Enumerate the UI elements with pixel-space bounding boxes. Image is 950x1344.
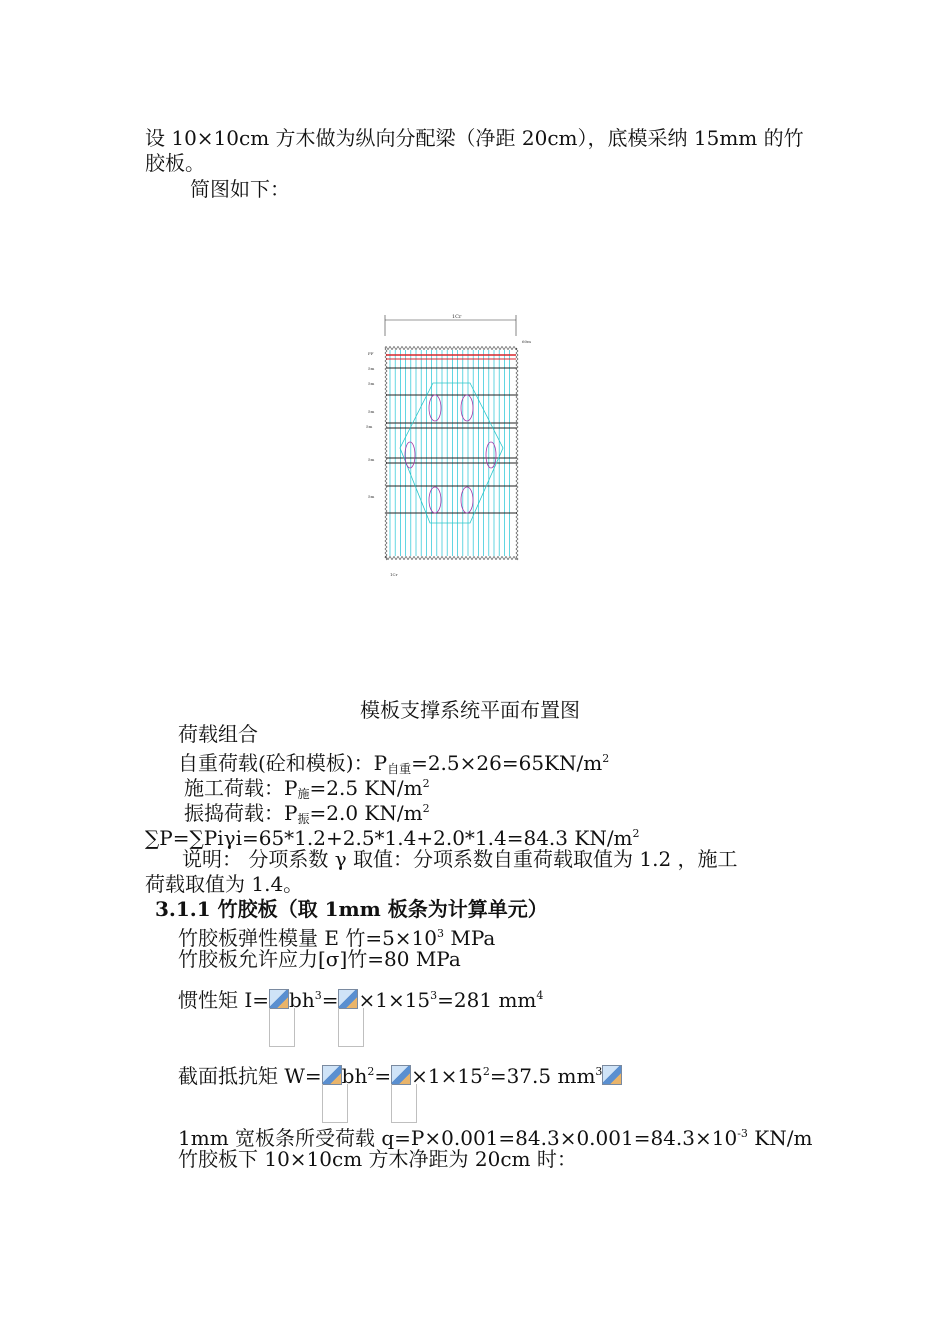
formula-image-icon [391, 1065, 411, 1085]
formula-image-icon [338, 989, 358, 1009]
column-outline [400, 383, 503, 523]
formwork-plan-drawing [360, 308, 540, 584]
svg-text:5m: 5m [368, 366, 375, 371]
svg-text:1Cr: 1Cr [390, 572, 398, 577]
svg-text:60m: 60m [522, 339, 531, 344]
para-line-3: 简图如下： [190, 177, 290, 201]
construction-load-line: 施工荷载：$P_施=2.5$ $KN/m^2$ [184, 776, 430, 801]
para-line-1: 设 10×10cm 方木做为纵向分配梁（净距 20cm），底模采纳 15mm 的竹 [145, 126, 804, 150]
side-labels [366, 351, 398, 577]
svg-text:5m: 5m [368, 381, 375, 386]
load-q-line: 1mm 宽板条所受荷载 $q=P\times 0.001=84.3\times 0.001=84.3\times 10^{-3}$ KN/m [178, 1126, 813, 1150]
sum-line: ∑P=∑Piγi=65*1.2+2.5*1.4+2.0*1.4=84.3 $KN/m^2$ [145, 826, 640, 850]
figure-caption: 模板支撑系统平面布置图 [360, 698, 580, 722]
formula-image-icon [269, 989, 289, 1009]
allowable-stress-line: 竹胶板允许应力[σ]竹=80 MPa [178, 947, 461, 971]
svg-text:FF: FF [368, 351, 374, 356]
svg-text:5m: 5m [368, 494, 375, 499]
section-modulus-line: 截面抵抗矩 $W= bh^2= \times 1\times 15^2=37.5$ $mm^3$ [178, 1060, 622, 1088]
vertical-grid-lines [390, 350, 510, 556]
svg-text:5m: 5m [368, 409, 375, 414]
inertia-line: 惯性矩 $I= bh^3= \times 1\times 15^3=281$ $mm^4$ [178, 988, 544, 1012]
formula-image-icon [602, 1065, 622, 1085]
formula-image-icon [322, 1065, 342, 1085]
self-weight-line: 自重荷载(砼和模板)：$P_{自重}=2.5\times 26=65KN/m^2$ [178, 751, 610, 776]
dim-label: 1Cr [452, 314, 462, 320]
last-line: 竹胶板下 10×10cm 方木净距为 20cm 时： [178, 1147, 577, 1171]
dimension-line [385, 315, 516, 336]
heading-load-combination: 荷载组合 [178, 722, 258, 746]
svg-text:5m: 5m [368, 457, 375, 462]
note-line-1: 说明： 分项系数 γ 取值：分项系数自重荷载取值为 1.2 ，施工 [182, 847, 738, 871]
section-heading: 3.1.1 竹胶板（取 1mm 板条为计算单元） [155, 897, 548, 921]
vibration-load-line: 振捣荷载：$P_振=2.0$ $KN/m^2$ [184, 801, 430, 826]
svg-text:5m: 5m [366, 424, 373, 429]
elastic-modulus-line: 竹胶板弹性模量 E 竹$=5\times 10^3$ MPa [178, 926, 496, 950]
note-line-2: 荷载取值为 1.4。 [145, 872, 304, 896]
para-line-2: 胶板。 [145, 151, 205, 175]
